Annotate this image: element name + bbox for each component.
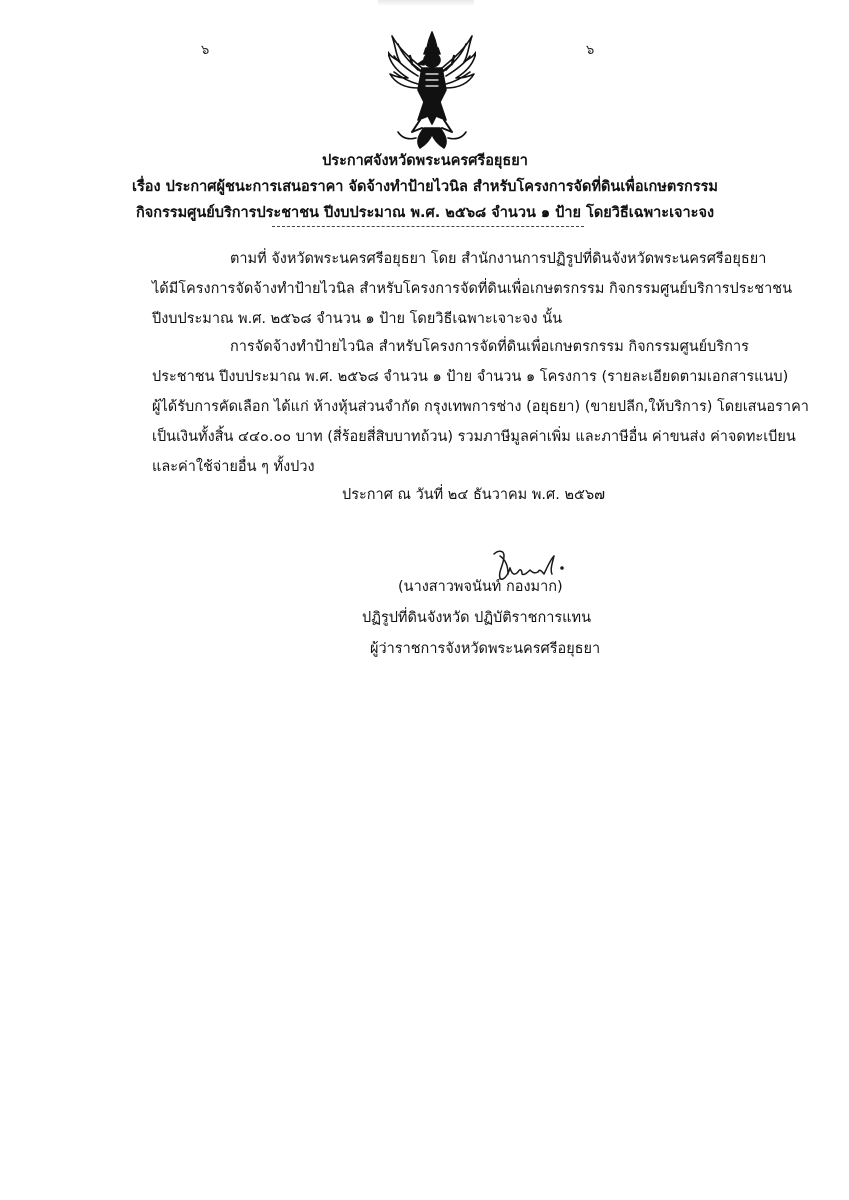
garuda-emblem-icon — [388, 28, 476, 150]
signer-position-2: ผู้ว่าราชการจังหวัดพระนครศรีอยุธยา — [370, 641, 601, 657]
paragraph-1-line: ได้มีโครงการจัดจ้างทำป้ายไวนิล สำหรับโครงการจัดที่ดินเพื่อเกษตรกรรม กิจกรรมศูนย์บริการประชาชน — [152, 281, 793, 297]
paragraph-2 — [152, 332, 809, 482]
paragraph-2-line: ประชาชน ปีงบประมาณ พ.ศ. ๒๕๖๘ จำนวน ๑ ป้าย จำนวน ๑ โครงการ (รายละเอียดตามเอกสารแนบ) — [152, 369, 789, 385]
paragraph-1-line: ตามที่ จังหวัดพระนครศรีอยุธยา โดย สำนักงานการปฏิรูปที่ดินจังหวัดพระนครศรีอยุธยา — [230, 251, 767, 267]
signer-block — [360, 572, 690, 665]
paragraph-1-line: ปีงบประมาณ พ.ศ. ๒๕๖๘ จำนวน ๑ ป้าย โดยวิธีเฉพาะเจาะจง นั้น — [152, 311, 563, 327]
title-line-1: ประกาศจังหวัดพระนครศรีอยุธยา — [322, 153, 528, 169]
paragraph-2-line: การจัดจ้างทำป้ายไวนิล สำหรับโครงการจัดที่ดินเพื่อเกษตรกรรม กิจกรรมศูนย์บริการ — [230, 339, 749, 355]
paragraph-1 — [152, 244, 792, 334]
page-mark-right: ๖ — [586, 43, 595, 58]
announcement-date: ประกาศ ณ วันที่ ๒๔ ธันวาคม พ.ศ. ๒๕๖๗ — [342, 487, 606, 503]
page-mark-left: ๖ — [201, 43, 210, 58]
paragraph-2-line: และค่าใช้จ่ายอื่น ๆ ทั้งปวง — [152, 459, 315, 475]
paragraph-2-line: ผู้ได้รับการคัดเลือก ได้แก่ ห้างหุ้นส่วนจำกัด กรุงเทพการช่าง (อยุธยา) (ขายปลีก,ให้บริการ) โดยเสนอราคา — [152, 399, 809, 415]
document-title-block — [60, 148, 790, 226]
title-separator — [272, 226, 584, 227]
scan-smudge — [378, 0, 474, 6]
title-line-2: เรื่อง ประกาศผู้ชนะการเสนอราคา จัดจ้างทำป้ายไวนิล สำหรับโครงการจัดที่ดินเพื่อเกษตรกรรม — [132, 179, 718, 195]
paragraph-2-line: เป็นเงินทั้งสิ้น ๔๔๐.๐๐ บาท (สี่ร้อยสี่สิบบาทถ้วน) รวมภาษีมูลค่าเพิ่ม และภาษีอื่น ค่าขนส่ง ค่าจดทะเบียน — [152, 429, 796, 445]
signer-position-1: ปฏิรูปที่ดินจังหวัด ปฏิบัติราชการแทน — [362, 610, 591, 626]
title-line-3: กิจกรรมศูนย์บริการประชาชน ปีงบประมาณ พ.ศ. ๒๕๖๘ จำนวน ๑ ป้าย โดยวิธีเฉพาะเจาะจง — [135, 205, 715, 221]
signer-name: (นางสาวพจนันท์ กองมาก) — [398, 579, 563, 595]
